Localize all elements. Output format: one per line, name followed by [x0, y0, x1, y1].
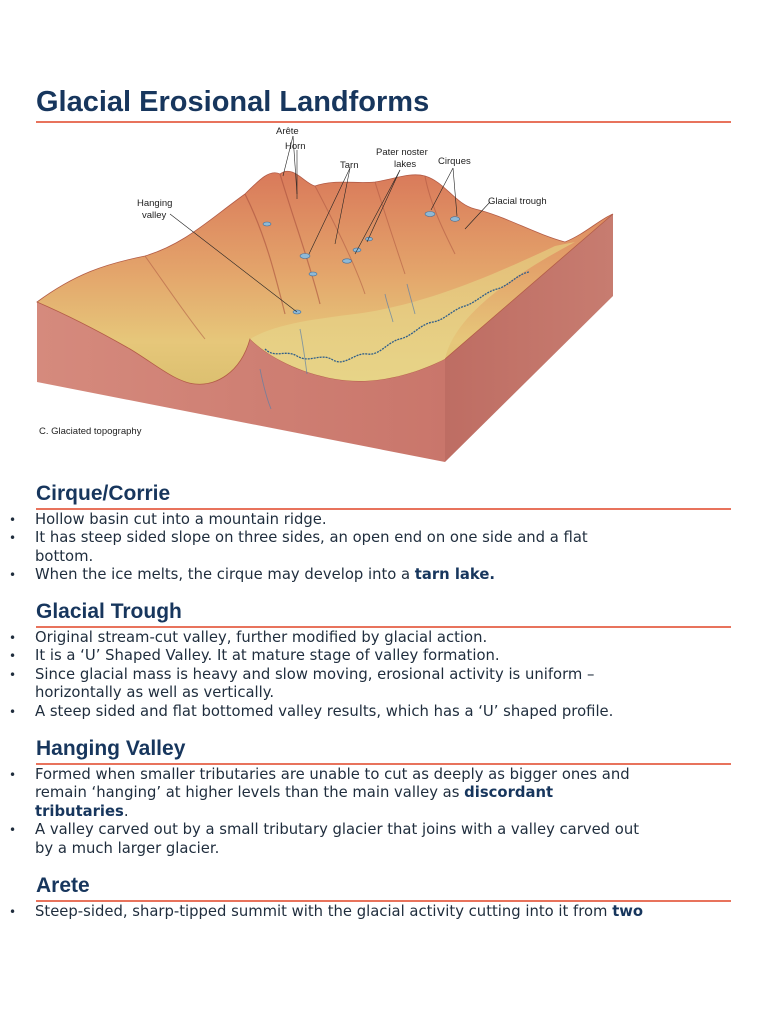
block-diagram-illustration [35, 124, 615, 464]
glaciated-topography-figure [35, 124, 615, 464]
bullet-icon: • [9, 568, 17, 583]
label-hanging-valley-1: Hanging [137, 198, 173, 209]
list-item: • A valley carved out by a small tributary glacier that joins with a valley carved out by a much larger glacier. [9, 821, 640, 857]
section-divider [36, 900, 731, 902]
list-item: • Steep-sided, sharp-tipped summit with the glacial activity cutting into it from two [9, 903, 644, 920]
list-item: • A steep sided and flat bottomed valley results, which has a ‘U’ shaped profile. [9, 702, 614, 720]
hanging-valley-bullet-list [0, 766, 740, 858]
section-divider [36, 508, 731, 510]
list-item: • Original stream-cut valley, further modified by glacial action. [9, 629, 488, 646]
trough-bullet-list [0, 629, 740, 721]
list-item: • Formed when smaller tributaries are unable to cut as deeply as bigger ones and remain ‘hanging’ at higher levels than the main valley as discordant tributaries. [9, 766, 630, 820]
label-glacial-trough: Glacial trough [488, 196, 547, 207]
bullet-icon: • [9, 667, 17, 682]
section-divider [36, 763, 731, 765]
bullet-icon: • [9, 905, 17, 919]
label-pater-noster-1: Pater noster [376, 147, 428, 158]
figure-caption: C. Glaciated topography [39, 426, 142, 437]
arete-bullet-list [0, 903, 740, 921]
bullet-icon: • [9, 531, 17, 546]
list-item: • When the ice melts, the cirque may develop into a tarn lake. [9, 566, 495, 584]
bullet-icon: • [9, 768, 17, 782]
bullet-icon: • [9, 823, 17, 838]
section-heading-arete: Arete [36, 874, 90, 897]
bullet-icon: • [9, 513, 17, 527]
document-title: Glacial Erosional Landforms [36, 86, 430, 118]
section-heading-hanging-valley: Hanging Valley [36, 737, 186, 760]
bullet-icon: • [9, 631, 17, 645]
tarn-lake [300, 254, 310, 259]
section-divider [36, 626, 731, 628]
list-item: • It is a ‘U’ Shaped Valley. It at mature stage of valley formation. [9, 647, 500, 665]
label-pater-noster-2: lakes [394, 159, 417, 170]
section-heading-glacial-trough: Glacial Trough [36, 600, 182, 623]
list-item: • Hollow basin cut into a mountain ridge. [9, 511, 327, 528]
section-heading-cirque: Cirque/Corrie [36, 482, 171, 505]
bullet-icon: • [9, 649, 17, 664]
title-divider [36, 121, 731, 123]
bullet-icon: • [9, 704, 17, 719]
label-hanging-valley-2: valley [142, 210, 167, 221]
cirque-bullet-list [0, 511, 740, 585]
label-horn: Horn [285, 141, 306, 152]
label-cirques: Cirques [438, 156, 471, 167]
list-item: • It has steep sided slope on three sides, an open end on one side and a flat bottom. [9, 529, 588, 565]
label-tarn: Tarn [340, 160, 359, 171]
label-arete: Arête [276, 126, 299, 137]
list-item: • Since glacial mass is heavy and slow moving, erosional activity is uniform – horizontally as well as vertically. [9, 665, 595, 702]
